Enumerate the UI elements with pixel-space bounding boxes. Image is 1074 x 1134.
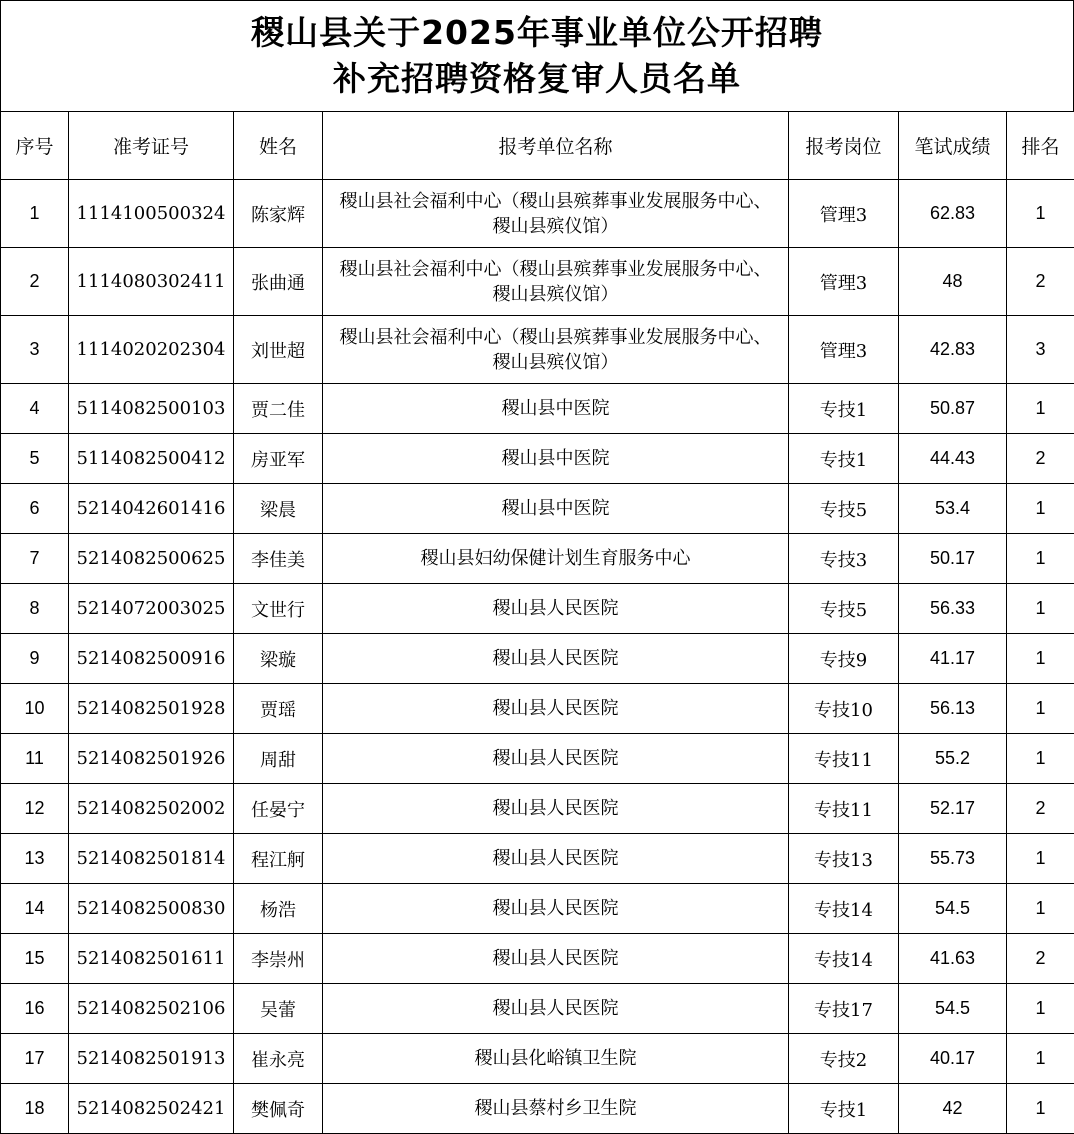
cell-no: 9 [1, 634, 69, 684]
cell-rank: 1 [1007, 384, 1074, 434]
table-row [1, 434, 1074, 484]
cell-post: 专技5 [789, 484, 899, 534]
cell-no: 10 [1, 684, 69, 734]
cell-name: 刘世超 [234, 316, 323, 384]
cell-exam-id: 5214042601416 [69, 484, 234, 534]
cell-no: 15 [1, 934, 69, 984]
cell-name: 梁璇 [234, 634, 323, 684]
cell-rank: 2 [1007, 934, 1074, 984]
table-row [1, 934, 1074, 984]
cell-exam-id: 5214082500625 [69, 534, 234, 584]
title-line-2: 补充招聘资格复审人员名单 [333, 56, 741, 102]
cell-post: 管理3 [789, 248, 899, 316]
cell-rank: 2 [1007, 248, 1074, 316]
cell-score: 40.17 [899, 1034, 1007, 1084]
cell-exam-id: 5114082500103 [69, 384, 234, 434]
table-row [1, 384, 1074, 434]
table-header-row [1, 112, 1074, 180]
cell-score: 42.83 [899, 316, 1007, 384]
cell-unit: 稷山县社会福利中心（稷山县殡葬事业发展服务中心、稷山县殡仪馆） [323, 248, 789, 316]
table-row [1, 784, 1074, 834]
cell-exam-id: 1114100500324 [69, 180, 234, 248]
cell-post: 专技2 [789, 1034, 899, 1084]
cell-exam-id: 5214082501926 [69, 734, 234, 784]
table-row [1, 248, 1074, 316]
cell-rank: 2 [1007, 434, 1074, 484]
cell-exam-id: 5214082502002 [69, 784, 234, 834]
cell-exam-id: 5214082501913 [69, 1034, 234, 1084]
cell-unit: 稷山县人民医院 [323, 634, 789, 684]
cell-unit: 稷山县蔡村乡卫生院 [323, 1084, 789, 1134]
cell-exam-id: 5214072003025 [69, 584, 234, 634]
cell-unit: 稷山县妇幼保健计划生育服务中心 [323, 534, 789, 584]
cell-exam-id: 1114080302411 [69, 248, 234, 316]
cell-score: 42 [899, 1084, 1007, 1134]
cell-score: 56.33 [899, 584, 1007, 634]
cell-score: 41.17 [899, 634, 1007, 684]
cell-exam-id: 5214082500830 [69, 884, 234, 934]
cell-unit: 稷山县人民医院 [323, 684, 789, 734]
cell-score: 54.5 [899, 984, 1007, 1034]
cell-score: 52.17 [899, 784, 1007, 834]
cell-exam-id: 5214082501928 [69, 684, 234, 734]
cell-rank: 1 [1007, 734, 1074, 784]
cell-no: 18 [1, 1084, 69, 1134]
cell-unit: 稷山县中医院 [323, 434, 789, 484]
cell-score: 53.4 [899, 484, 1007, 534]
header-post: 报考岗位 [789, 112, 899, 180]
cell-post: 专技9 [789, 634, 899, 684]
document-title [0, 0, 1074, 111]
cell-name: 李崇州 [234, 934, 323, 984]
cell-no: 1 [1, 180, 69, 248]
header-exam-id: 准考证号 [69, 112, 234, 180]
cell-rank: 1 [1007, 584, 1074, 634]
header-name: 姓名 [234, 112, 323, 180]
cell-post: 管理3 [789, 180, 899, 248]
cell-no: 13 [1, 834, 69, 884]
cell-no: 11 [1, 734, 69, 784]
cell-unit: 稷山县人民医院 [323, 934, 789, 984]
cell-score: 48 [899, 248, 1007, 316]
cell-name: 陈家辉 [234, 180, 323, 248]
cell-score: 56.13 [899, 684, 1007, 734]
cell-rank: 1 [1007, 1084, 1074, 1134]
table-row [1, 1034, 1074, 1084]
cell-post: 管理3 [789, 316, 899, 384]
cell-score: 50.17 [899, 534, 1007, 584]
cell-rank: 1 [1007, 180, 1074, 248]
table-row [1, 984, 1074, 1034]
cell-no: 14 [1, 884, 69, 934]
cell-name: 任晏宁 [234, 784, 323, 834]
cell-rank: 3 [1007, 316, 1074, 384]
cell-score: 54.5 [899, 884, 1007, 934]
table-row [1, 180, 1074, 248]
cell-rank: 1 [1007, 634, 1074, 684]
cell-score: 44.43 [899, 434, 1007, 484]
candidate-table [0, 111, 1074, 1134]
table-row [1, 1084, 1074, 1134]
cell-no: 5 [1, 434, 69, 484]
cell-unit: 稷山县社会福利中心（稷山县殡葬事业发展服务中心、稷山县殡仪馆） [323, 316, 789, 384]
cell-exam-id: 5214082502421 [69, 1084, 234, 1134]
cell-no: 6 [1, 484, 69, 534]
cell-name: 张曲通 [234, 248, 323, 316]
cell-rank: 1 [1007, 1034, 1074, 1084]
cell-unit: 稷山县人民医院 [323, 584, 789, 634]
header-rank: 排名 [1007, 112, 1074, 180]
cell-unit: 稷山县社会福利中心（稷山县殡葬事业发展服务中心、稷山县殡仪馆） [323, 180, 789, 248]
header-score: 笔试成绩 [899, 112, 1007, 180]
cell-rank: 1 [1007, 834, 1074, 884]
cell-unit: 稷山县人民医院 [323, 884, 789, 934]
table-row [1, 834, 1074, 884]
cell-name: 杨浩 [234, 884, 323, 934]
cell-unit: 稷山县人民医院 [323, 834, 789, 884]
cell-post: 专技11 [789, 734, 899, 784]
cell-no: 2 [1, 248, 69, 316]
cell-unit: 稷山县化峪镇卫生院 [323, 1034, 789, 1084]
cell-post: 专技1 [789, 434, 899, 484]
cell-name: 梁晨 [234, 484, 323, 534]
cell-name: 贾二佳 [234, 384, 323, 434]
cell-name: 李佳美 [234, 534, 323, 584]
cell-name: 崔永亮 [234, 1034, 323, 1084]
table-row [1, 634, 1074, 684]
cell-score: 41.63 [899, 934, 1007, 984]
cell-exam-id: 5214082501814 [69, 834, 234, 884]
cell-score: 50.87 [899, 384, 1007, 434]
cell-name: 文世行 [234, 584, 323, 634]
cell-rank: 1 [1007, 684, 1074, 734]
cell-rank: 1 [1007, 884, 1074, 934]
cell-no: 16 [1, 984, 69, 1034]
cell-rank: 1 [1007, 984, 1074, 1034]
header-no: 序号 [1, 112, 69, 180]
cell-post: 专技14 [789, 884, 899, 934]
cell-post: 专技1 [789, 1084, 899, 1134]
table-row [1, 584, 1074, 634]
cell-post: 专技3 [789, 534, 899, 584]
cell-unit: 稷山县人民医院 [323, 784, 789, 834]
cell-no: 4 [1, 384, 69, 434]
cell-post: 专技1 [789, 384, 899, 434]
cell-name: 程江舸 [234, 834, 323, 884]
table-row [1, 316, 1074, 384]
cell-score: 55.73 [899, 834, 1007, 884]
cell-unit: 稷山县中医院 [323, 384, 789, 434]
cell-name: 周甜 [234, 734, 323, 784]
cell-unit: 稷山县人民医院 [323, 984, 789, 1034]
cell-no: 8 [1, 584, 69, 634]
cell-no: 3 [1, 316, 69, 384]
cell-post: 专技11 [789, 784, 899, 834]
cell-no: 17 [1, 1034, 69, 1084]
cell-exam-id: 5214082502106 [69, 984, 234, 1034]
table-row [1, 734, 1074, 784]
table-row [1, 534, 1074, 584]
header-unit: 报考单位名称 [323, 112, 789, 180]
cell-post: 专技5 [789, 584, 899, 634]
table-body [1, 180, 1074, 1134]
cell-score: 55.2 [899, 734, 1007, 784]
title-line-1: 稷山县关于2025年事业单位公开招聘 [251, 10, 823, 56]
cell-exam-id: 5214082500916 [69, 634, 234, 684]
cell-name: 房亚军 [234, 434, 323, 484]
cell-rank: 1 [1007, 534, 1074, 584]
cell-rank: 1 [1007, 484, 1074, 534]
table-row [1, 484, 1074, 534]
cell-name: 贾瑶 [234, 684, 323, 734]
cell-no: 12 [1, 784, 69, 834]
cell-post: 专技17 [789, 984, 899, 1034]
cell-name: 吴蕾 [234, 984, 323, 1034]
cell-post: 专技13 [789, 834, 899, 884]
cell-exam-id: 1114020202304 [69, 316, 234, 384]
cell-name: 樊佩奇 [234, 1084, 323, 1134]
cell-exam-id: 5114082500412 [69, 434, 234, 484]
cell-no: 7 [1, 534, 69, 584]
cell-rank: 2 [1007, 784, 1074, 834]
cell-score: 62.83 [899, 180, 1007, 248]
table-row [1, 884, 1074, 934]
cell-unit: 稷山县中医院 [323, 484, 789, 534]
cell-exam-id: 5214082501611 [69, 934, 234, 984]
cell-post: 专技10 [789, 684, 899, 734]
cell-unit: 稷山县人民医院 [323, 734, 789, 784]
cell-post: 专技14 [789, 934, 899, 984]
table-row [1, 684, 1074, 734]
